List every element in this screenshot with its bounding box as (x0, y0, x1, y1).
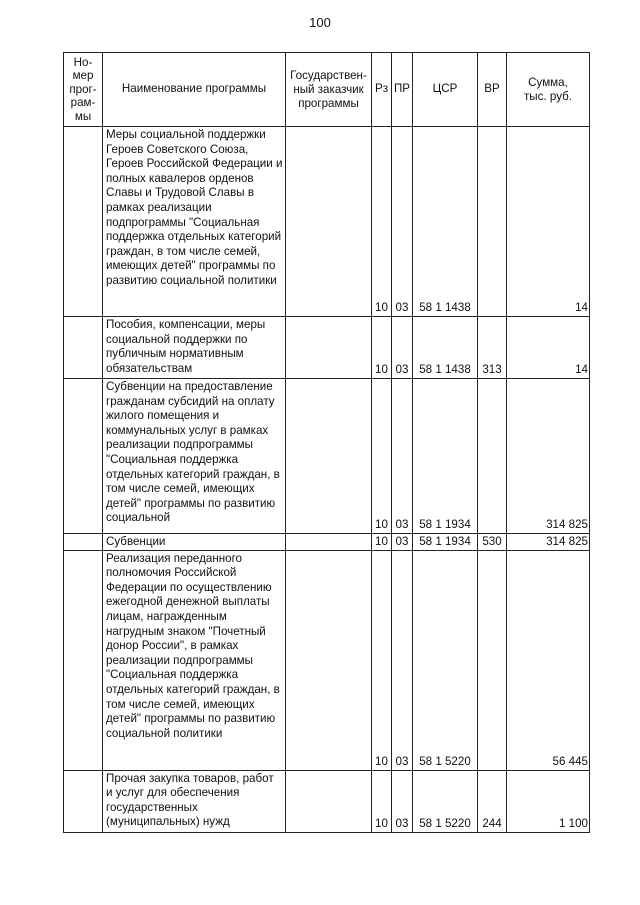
header-sum: Сумма, тыс. руб. (507, 53, 590, 127)
cell-rz: 10 (372, 127, 392, 317)
cell-sum: 314 825 (507, 379, 590, 534)
cell-pr: 03 (392, 127, 413, 317)
cell-name: Меры социальной поддержки Героев Советского Союза, Героев Российской Федерации и полных кавалеров орденов Славы и Трудовой Славы в рамках реализации подпрограммы "Социальная поддержка отдельных категорий граждан, в том числе семей, имеющих детей" программы по развитию социальной политики (103, 127, 286, 317)
cell-vr (478, 379, 507, 534)
cell-sum: 314 825 (507, 534, 590, 551)
table-row (64, 127, 590, 317)
cell-number (64, 127, 103, 317)
page-number: 100 (309, 15, 331, 30)
cell-vr: 244 (478, 770, 507, 832)
cell-number (64, 379, 103, 534)
header-customer: Государствен- ный заказчик программы (286, 53, 372, 127)
header-csr: ЦСР (413, 53, 478, 127)
cell-csr: 58 1 1438 (413, 317, 478, 379)
header-rz: Рз (372, 53, 392, 127)
table-row (64, 770, 590, 832)
header-vr: ВР (478, 53, 507, 127)
header-program-number: Но- мер прог- рам- мы (64, 53, 103, 127)
cell-rz: 10 (372, 550, 392, 770)
cell-sum: 14 (507, 317, 590, 379)
cell-pr: 03 (392, 550, 413, 770)
budget-table (63, 52, 590, 833)
cell-customer (286, 534, 372, 551)
header-row (64, 53, 590, 127)
cell-name: Субвенции на предоставление гражданам субсидий на оплату жилого помещения и коммунальных услуг в рамках реализации подпрограммы "Социальная поддержка отдельных категорий граждан, в том числе семей, имеющих детей" программы по развитию социальной (103, 379, 286, 534)
cell-customer (286, 770, 372, 832)
cell-name: Реализация переданного полномочия Российской Федерации по осуществлению ежегодной денежной выплаты лицам, награжденным нагрудным знаком "Почетный донор России", в рамках реализации подпрограммы "Социальная поддержка отдельных категорий граждан, в том числе семей, имеющих детей" программы по развитию социальной политики (103, 550, 286, 770)
cell-customer (286, 379, 372, 534)
cell-customer (286, 317, 372, 379)
table-row (64, 317, 590, 379)
cell-number (64, 534, 103, 551)
cell-pr: 03 (392, 534, 413, 551)
cell-vr: 530 (478, 534, 507, 551)
table-row (64, 550, 590, 770)
cell-csr: 58 1 5220 (413, 770, 478, 832)
cell-sum: 14 (507, 127, 590, 317)
table-row (64, 379, 590, 534)
cell-sum: 1 100 (507, 770, 590, 832)
cell-pr: 03 (392, 317, 413, 379)
cell-rz: 10 (372, 379, 392, 534)
header-program-name: Наименование программы (103, 53, 286, 127)
cell-rz: 10 (372, 770, 392, 832)
cell-vr: 313 (478, 317, 507, 379)
cell-pr: 03 (392, 770, 413, 832)
table-row (64, 534, 590, 551)
cell-number (64, 770, 103, 832)
cell-vr (478, 127, 507, 317)
cell-sum: 56 445 (507, 550, 590, 770)
cell-name: Субвенции (103, 534, 286, 551)
cell-pr: 03 (392, 379, 413, 534)
cell-number (64, 317, 103, 379)
cell-csr: 58 1 1438 (413, 127, 478, 317)
cell-csr: 58 1 1934 (413, 534, 478, 551)
header-pr: ПР (392, 53, 413, 127)
cell-rz: 10 (372, 534, 392, 551)
cell-customer (286, 550, 372, 770)
cell-csr: 58 1 1934 (413, 379, 478, 534)
cell-name: Пособия, компенсации, меры социальной поддержки по публичным нормативным обязательствам (103, 317, 286, 379)
cell-vr (478, 550, 507, 770)
cell-customer (286, 127, 372, 317)
cell-number (64, 550, 103, 770)
cell-name: Прочая закупка товаров, работ и услуг для обеспечения государственных (муниципальных) нужд (103, 770, 286, 832)
cell-csr: 58 1 5220 (413, 550, 478, 770)
cell-rz: 10 (372, 317, 392, 379)
